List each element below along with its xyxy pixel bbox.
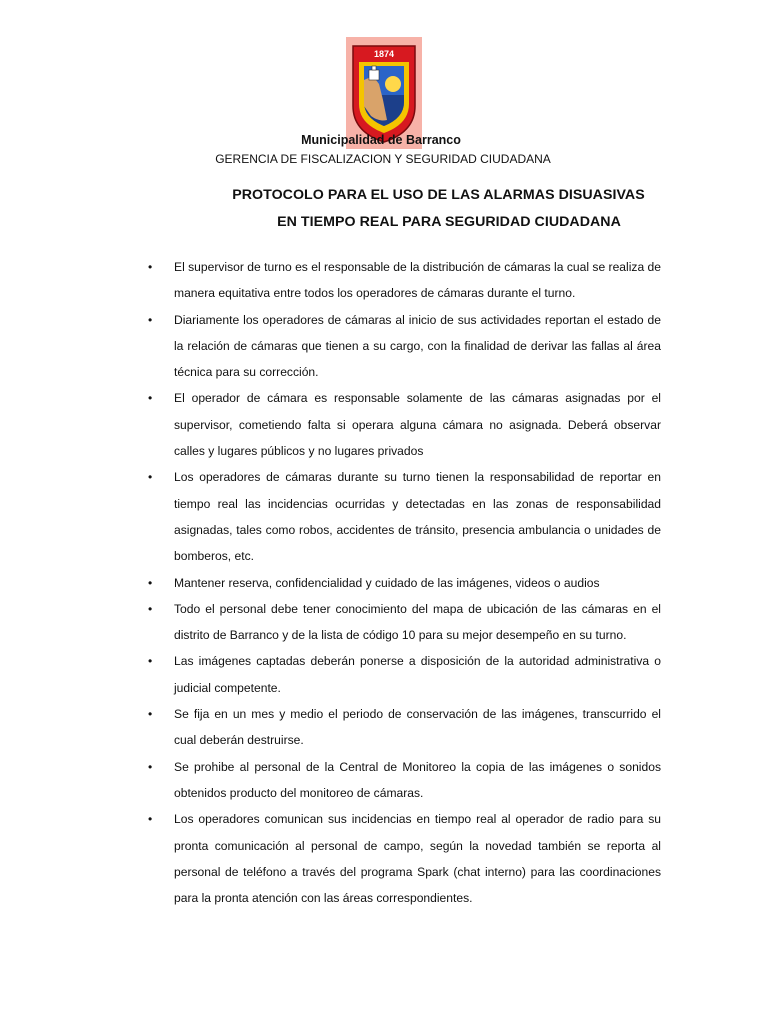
list-item	[0, 754, 661, 807]
list-item-text: El supervisor de turno es el responsable de la distribución de cámaras la cual se realiza de manera equitativa entre todos los operadores de cámaras durante el turno.	[174, 260, 661, 301]
bullet-icon: •	[148, 260, 153, 274]
list-item-text: Los operadores de cámaras durante su turno tienen la responsabilidad de reportar en tiempo real las incidencias ocurridas y detectadas en las zonas de responsabilidad asignadas, tales como robos, accidentes de tránsito, presencia ambulancia o unidades de bomberos, etc.	[174, 470, 661, 564]
list-item-text: Todo el personal debe tener conocimiento del mapa de ubicación de las cámaras en el distrito de Barranco y de la lista de código 10 para su mejor desempeño en su turno.	[174, 601, 661, 643]
list-item-text: El operador de cámara es responsable solamente de las cámaras asignadas por el supervisor, cometiendo falta si operara alguna cámara no asignada. Deberá observar calles y lugares públicos y no lugares privados	[174, 391, 661, 459]
bullet-icon: •	[148, 391, 153, 406]
bullet-icon: •	[148, 759, 153, 774]
bullet-icon: •	[148, 812, 153, 827]
department-name: GERENCIA DE FISCALIZACION Y SEGURIDAD CIUDADANA	[215, 152, 551, 166]
document-title-line-2: EN TIEMPO REAL PARA SEGURIDAD CIUDADANA	[277, 214, 621, 230]
list-item-text: Las imágenes captadas deberán ponerse a disposición de la autoridad administrativa o judicial competente.	[174, 654, 661, 695]
list-item	[0, 648, 661, 701]
list-item	[0, 596, 661, 649]
list-item-text: Diariamente los operadores de cámaras al inicio de sus actividades reportan el estado de la relación de cámaras que tienen a su cargo, con la finalidad de derivar las fallas al área técnica para su corrección.	[174, 312, 661, 380]
protocol-list	[0, 254, 768, 911]
list-item	[0, 385, 661, 464]
bullet-icon: •	[148, 601, 153, 616]
list-item-text: Mantener reserva, confidencialidad y cuidado de las imágenes, videos o audios	[174, 575, 600, 590]
list-item-text: Se prohibe al personal de la Central de Monitoreo la copia de las imágenes o sonidos obtenidos producto del monitoreo de cámaras.	[174, 759, 661, 800]
list-item	[0, 254, 661, 307]
list-item-text: Los operadores comunican sus incidencias en tiempo real al operador de radio para su pronta comunicación al personal de campo, según la novedad también se reporta al personal de teléfono a través del programa Spark (chat interno) para las coordinaciones para la pronta atención con las áreas correspondientes.	[174, 812, 661, 906]
crest-year: 1874	[373, 49, 395, 59]
bullet-icon: •	[148, 312, 153, 327]
list-item-text: Se fija en un mes y medio el periodo de conservación de las imágenes, transcurrido el cual deberán destruirse.	[174, 707, 661, 748]
list-item	[0, 464, 661, 569]
organization-name: Municipalidad de Barranco	[301, 133, 461, 147]
document-title-line-1: PROTOCOLO PARA EL USO DE LAS ALARMAS DISUASIVAS	[232, 187, 645, 203]
list-item	[0, 570, 661, 596]
bullet-icon: •	[148, 654, 153, 669]
list-item	[0, 806, 661, 911]
list-item	[0, 307, 661, 386]
list-item	[0, 701, 661, 754]
bullet-icon: •	[148, 470, 153, 485]
crest-icon	[349, 40, 419, 146]
bullet-icon: •	[148, 575, 153, 590]
bullet-icon: •	[148, 707, 153, 722]
